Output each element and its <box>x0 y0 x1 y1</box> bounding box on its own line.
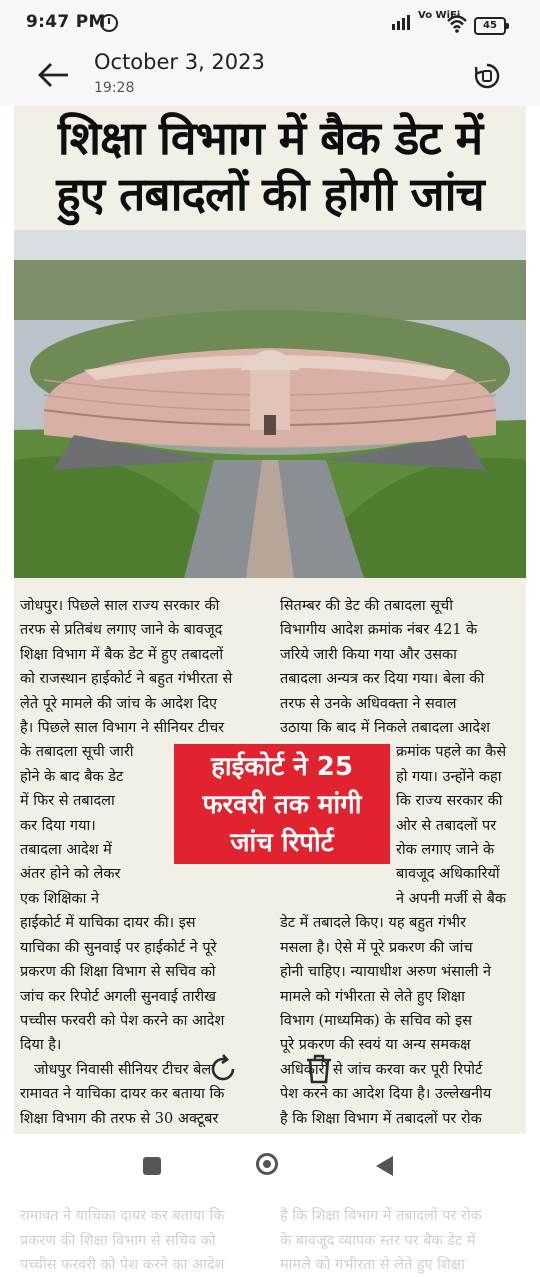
article-line: को राजस्थान हाईकोर्ट ने बहुत गंभीरता से <box>20 671 233 688</box>
article-line: जांच कर रिपोर्ट अगली सुनवाई तारीख <box>20 988 217 1005</box>
article-line: उठाया कि बाद में निकले तबादला आदेश <box>280 720 490 737</box>
article-line: तरफ से प्रतिबंध लगाए जाने के बावजूद <box>20 622 223 639</box>
article-line: तबादला अन्यत्र कर दिया गया। बेला की <box>280 671 485 688</box>
article-line: क्रमांक पहले का कैसे <box>396 744 507 761</box>
high-court-building-photo <box>14 230 526 578</box>
article-line: ओर से तबादलों पर <box>396 817 497 834</box>
callout-line: हाईकोर्ट ने 25 <box>211 752 353 782</box>
signal-bar-icon <box>407 15 410 30</box>
article-line: पच्चीस फरवरी को पेश करने का आदेश <box>20 1012 225 1029</box>
article-line: लेते पूरे मामले की जांच के आदेश दिए <box>20 695 218 712</box>
article-line: हो गया। उन्होंने कहा <box>396 768 502 785</box>
wifi-icon <box>446 12 468 34</box>
viewer-header <box>0 48 540 106</box>
article-line: शिक्षा विभाग में बैक डेट में हुए तबादलों <box>20 646 224 663</box>
article-line-faded: प्रकरण की शिक्षा विभाग से सचिव को <box>20 1232 216 1249</box>
article-line: पूरे प्रकरण की स्वयं या अन्य समकक्ष <box>280 1037 471 1054</box>
status-bar <box>0 0 540 48</box>
vowifi-label: Vo WiFi <box>418 10 461 21</box>
article-line: मसला है। ऐसे में पूरे प्रकरण की जांच <box>280 939 473 956</box>
article-line: प्रकरण की शिक्षा विभाग से सचिव को <box>20 964 216 981</box>
article-line: विभागीय आदेश क्रमांक नंबर 421 के <box>280 622 478 639</box>
article-line: रोक लगाए जाने के <box>396 842 495 859</box>
article-line: जोधपुर। पिछले साल राज्य सरकार की <box>20 598 220 614</box>
article-line: जरिये जारी किया गया और उसका <box>280 646 457 663</box>
system-navigation-bar <box>0 1134 540 1200</box>
article-line: कर दिया गया। <box>20 817 96 834</box>
article-line-faded: है कि शिक्षा विभाग में तबादलों पर रोक <box>280 1208 482 1225</box>
nav-back-icon[interactable] <box>376 1156 393 1176</box>
article-line: तरफ से उनके अधिवक्ता ने सवाल <box>280 695 457 712</box>
alarm-icon <box>100 14 118 32</box>
article-line: एक शिक्षिका ने <box>20 890 100 907</box>
status-time: 9:47 PM <box>26 12 106 32</box>
article-line-faded: पच्चीस फरवरी को पेश करने का आदेश <box>20 1256 225 1273</box>
back-arrow-icon[interactable] <box>36 60 72 90</box>
headline-line: हुए तबादलों की होगी जांच <box>56 167 484 221</box>
article-line: में फिर से तबादला <box>20 793 115 810</box>
article-line: है। पिछले साल विभाग ने सीनियर टीचर <box>20 720 225 737</box>
article-line: दिया है। <box>20 1037 62 1054</box>
photo-time: 19:28 <box>94 80 135 96</box>
battery-icon: 45 <box>474 17 506 35</box>
article-line: पेश करने का आदेश दिया है। उल्लेखनीय <box>280 1086 492 1103</box>
article-line: याचिका की सुनवाई पर हाईकोर्ट ने पूरे <box>20 939 217 956</box>
article-line: कि राज्य सरकार की <box>396 793 503 810</box>
article-line: हाईकोर्ट में याचिका दायर की। इस <box>20 915 196 932</box>
article-line: होने के बाद बैक डेट <box>20 768 124 785</box>
article-callout-box <box>174 744 390 864</box>
article-line: सितम्बर की डेट की तबादला सूची <box>280 598 453 614</box>
article-headline <box>14 110 526 222</box>
headline-line: शिक्षा विभाग में बैक डेट में <box>57 111 483 165</box>
article-line: है कि शिक्षा विभाग में तबादलों पर रोक <box>280 1110 482 1127</box>
article-line: के तबादला सूची जारी <box>20 744 134 761</box>
recent-apps-icon[interactable] <box>143 1157 161 1175</box>
article-line: विभाग (माध्यमिक) के सचिव को इस <box>280 1012 472 1029</box>
article-line-faded: के बावजूद व्यापक स्तर पर बैक डेट में <box>280 1232 476 1249</box>
article-line: शिक्षा विभाग की तरफ से 30 अक्टूबर <box>20 1110 219 1127</box>
article-line: डेट में तबादले किए। यह बहुत गंभीर <box>280 915 467 932</box>
signal-bar-icon <box>392 24 395 30</box>
signal-bar-icon <box>402 18 405 30</box>
rotate-image-icon[interactable] <box>206 1052 240 1086</box>
rotate-screen-icon[interactable] <box>473 62 501 90</box>
photo-date: October 3, 2023 <box>94 50 265 74</box>
article-line: अधिकारी से जांच करवा कर पूरी रिपोर्ट <box>280 1061 483 1078</box>
article-line: अंतर होने को लेकर <box>20 866 121 883</box>
home-icon[interactable] <box>256 1153 278 1175</box>
newspaper-clipping <box>14 106 526 1273</box>
article-line: होनी चाहिए। न्यायाधीश अरुण भंसाली ने <box>280 964 491 981</box>
article-line: जोधपुर निवासी सीनियर टीचर बेला <box>34 1061 215 1078</box>
article-line: रामावत ने याचिका दायर कर बताया कि <box>20 1086 225 1103</box>
article-line: ने अपनी मर्जी से बैक <box>396 890 507 907</box>
signal-bar-icon <box>397 21 400 30</box>
article-line-faded: मामले को गंभीरता से लेते हुए शिक्षा <box>280 1256 465 1273</box>
callout-line: फरवरी तक मांगी <box>202 790 362 820</box>
article-line-faded: रामावत ने याचिका दायर कर बताया कि <box>20 1208 225 1225</box>
article-line: बावजूद अधिकारियों <box>396 866 500 883</box>
article-line: मामले को गंभीरता से लेते हुए शिक्षा <box>280 988 465 1005</box>
callout-line: जांच रिपोर्ट <box>230 828 334 858</box>
delete-icon[interactable] <box>302 1052 336 1086</box>
article-line: तबादला आदेश में <box>20 842 112 859</box>
